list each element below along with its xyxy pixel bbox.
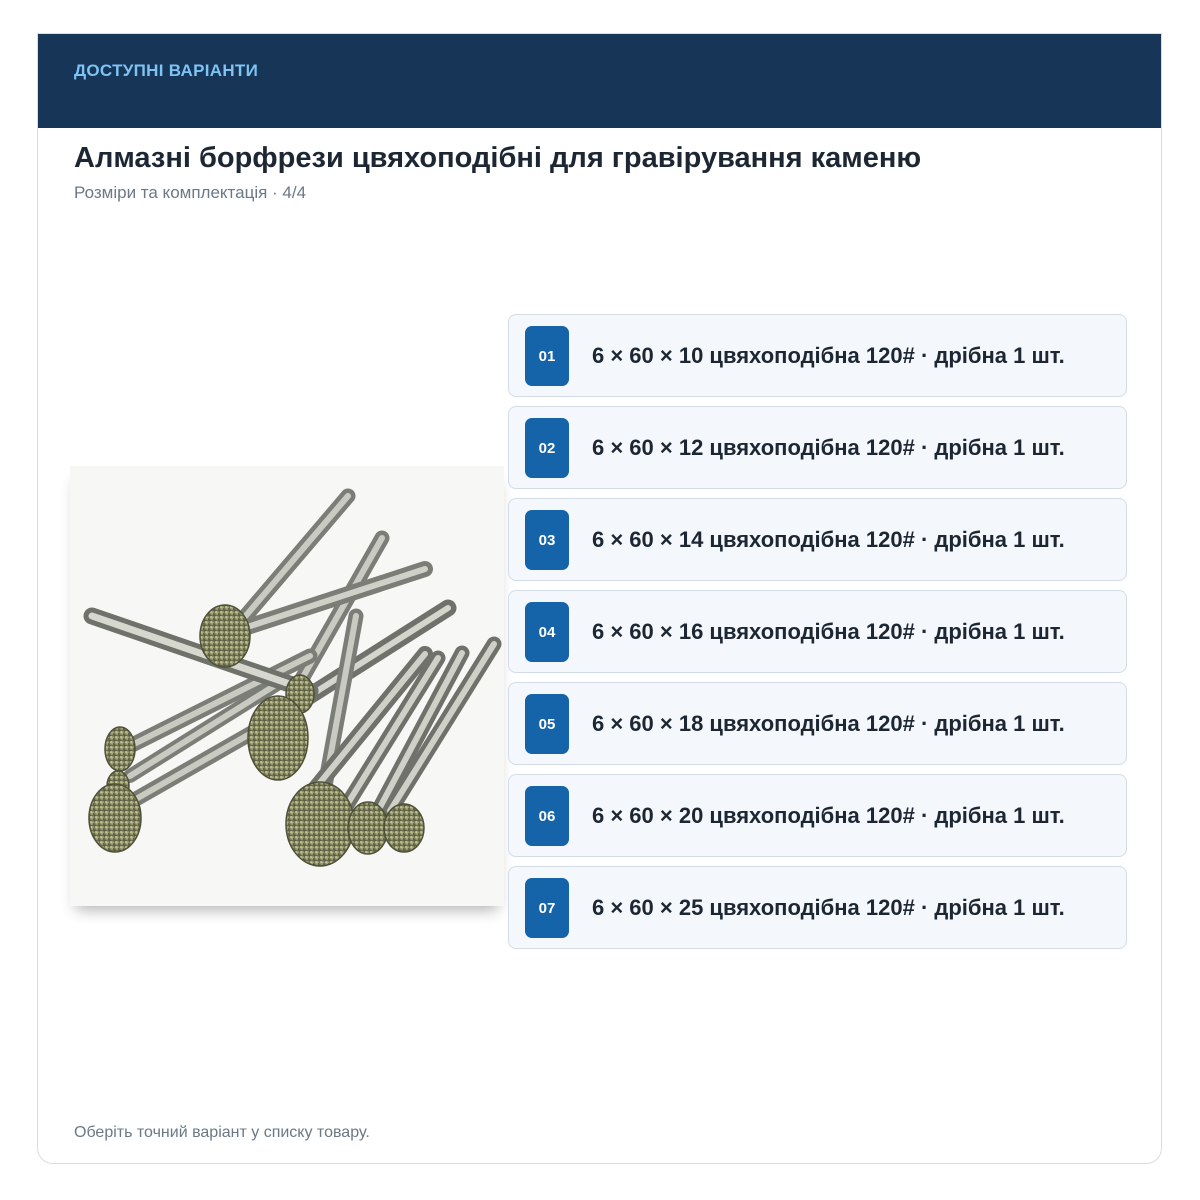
- eyebrow-label: ДОСТУПНІ ВАРІАНТИ: [74, 61, 259, 80]
- product-card: [37, 33, 1162, 1164]
- variant-item[interactable]: [508, 774, 1127, 857]
- variant-label: 6 × 60 × 25 цвяхоподібна 120# · дрібна 1 шт.: [592, 895, 1065, 920]
- variant-number-badge: 06: [525, 786, 569, 846]
- page-title: Алмазні борфрези цвяхоподібні для гравірування каменю: [74, 142, 922, 174]
- variant-number-badge: 01: [525, 326, 569, 386]
- variant-label: 6 × 60 × 10 цвяхоподібна 120# · дрібна 1 шт.: [592, 343, 1065, 368]
- variant-label: 6 × 60 × 18 цвяхоподібна 120# · дрібна 1 шт.: [592, 711, 1065, 736]
- variant-item[interactable]: [508, 406, 1127, 489]
- variant-item[interactable]: [508, 682, 1127, 765]
- variant-label: 6 × 60 × 12 цвяхоподібна 120# · дрібна 1 шт.: [592, 435, 1065, 460]
- variant-label: 6 × 60 × 16 цвяхоподібна 120# · дрібна 1 шт.: [592, 619, 1065, 644]
- footer-note: Оберіть точний варіант у списку товару.: [74, 1124, 370, 1141]
- variant-item[interactable]: [508, 498, 1127, 581]
- variant-number-badge: 03: [525, 510, 569, 570]
- variant-number-badge: 04: [525, 602, 569, 662]
- variant-item[interactable]: [508, 866, 1127, 949]
- variant-label: 6 × 60 × 14 цвяхоподібна 120# · дрібна 1 шт.: [592, 527, 1065, 552]
- variant-number-badge: 07: [525, 878, 569, 938]
- header-bar: [38, 34, 1161, 128]
- page-subtitle: Розміри та комплектація · 4/4: [74, 183, 307, 202]
- variant-item[interactable]: [508, 590, 1127, 673]
- variant-number-badge: 05: [525, 694, 569, 754]
- product-image: [70, 466, 504, 906]
- variant-number-badge: 02: [525, 418, 569, 478]
- variant-item[interactable]: [508, 314, 1127, 397]
- variant-label: 6 × 60 × 20 цвяхоподібна 120# · дрібна 1 шт.: [592, 803, 1065, 828]
